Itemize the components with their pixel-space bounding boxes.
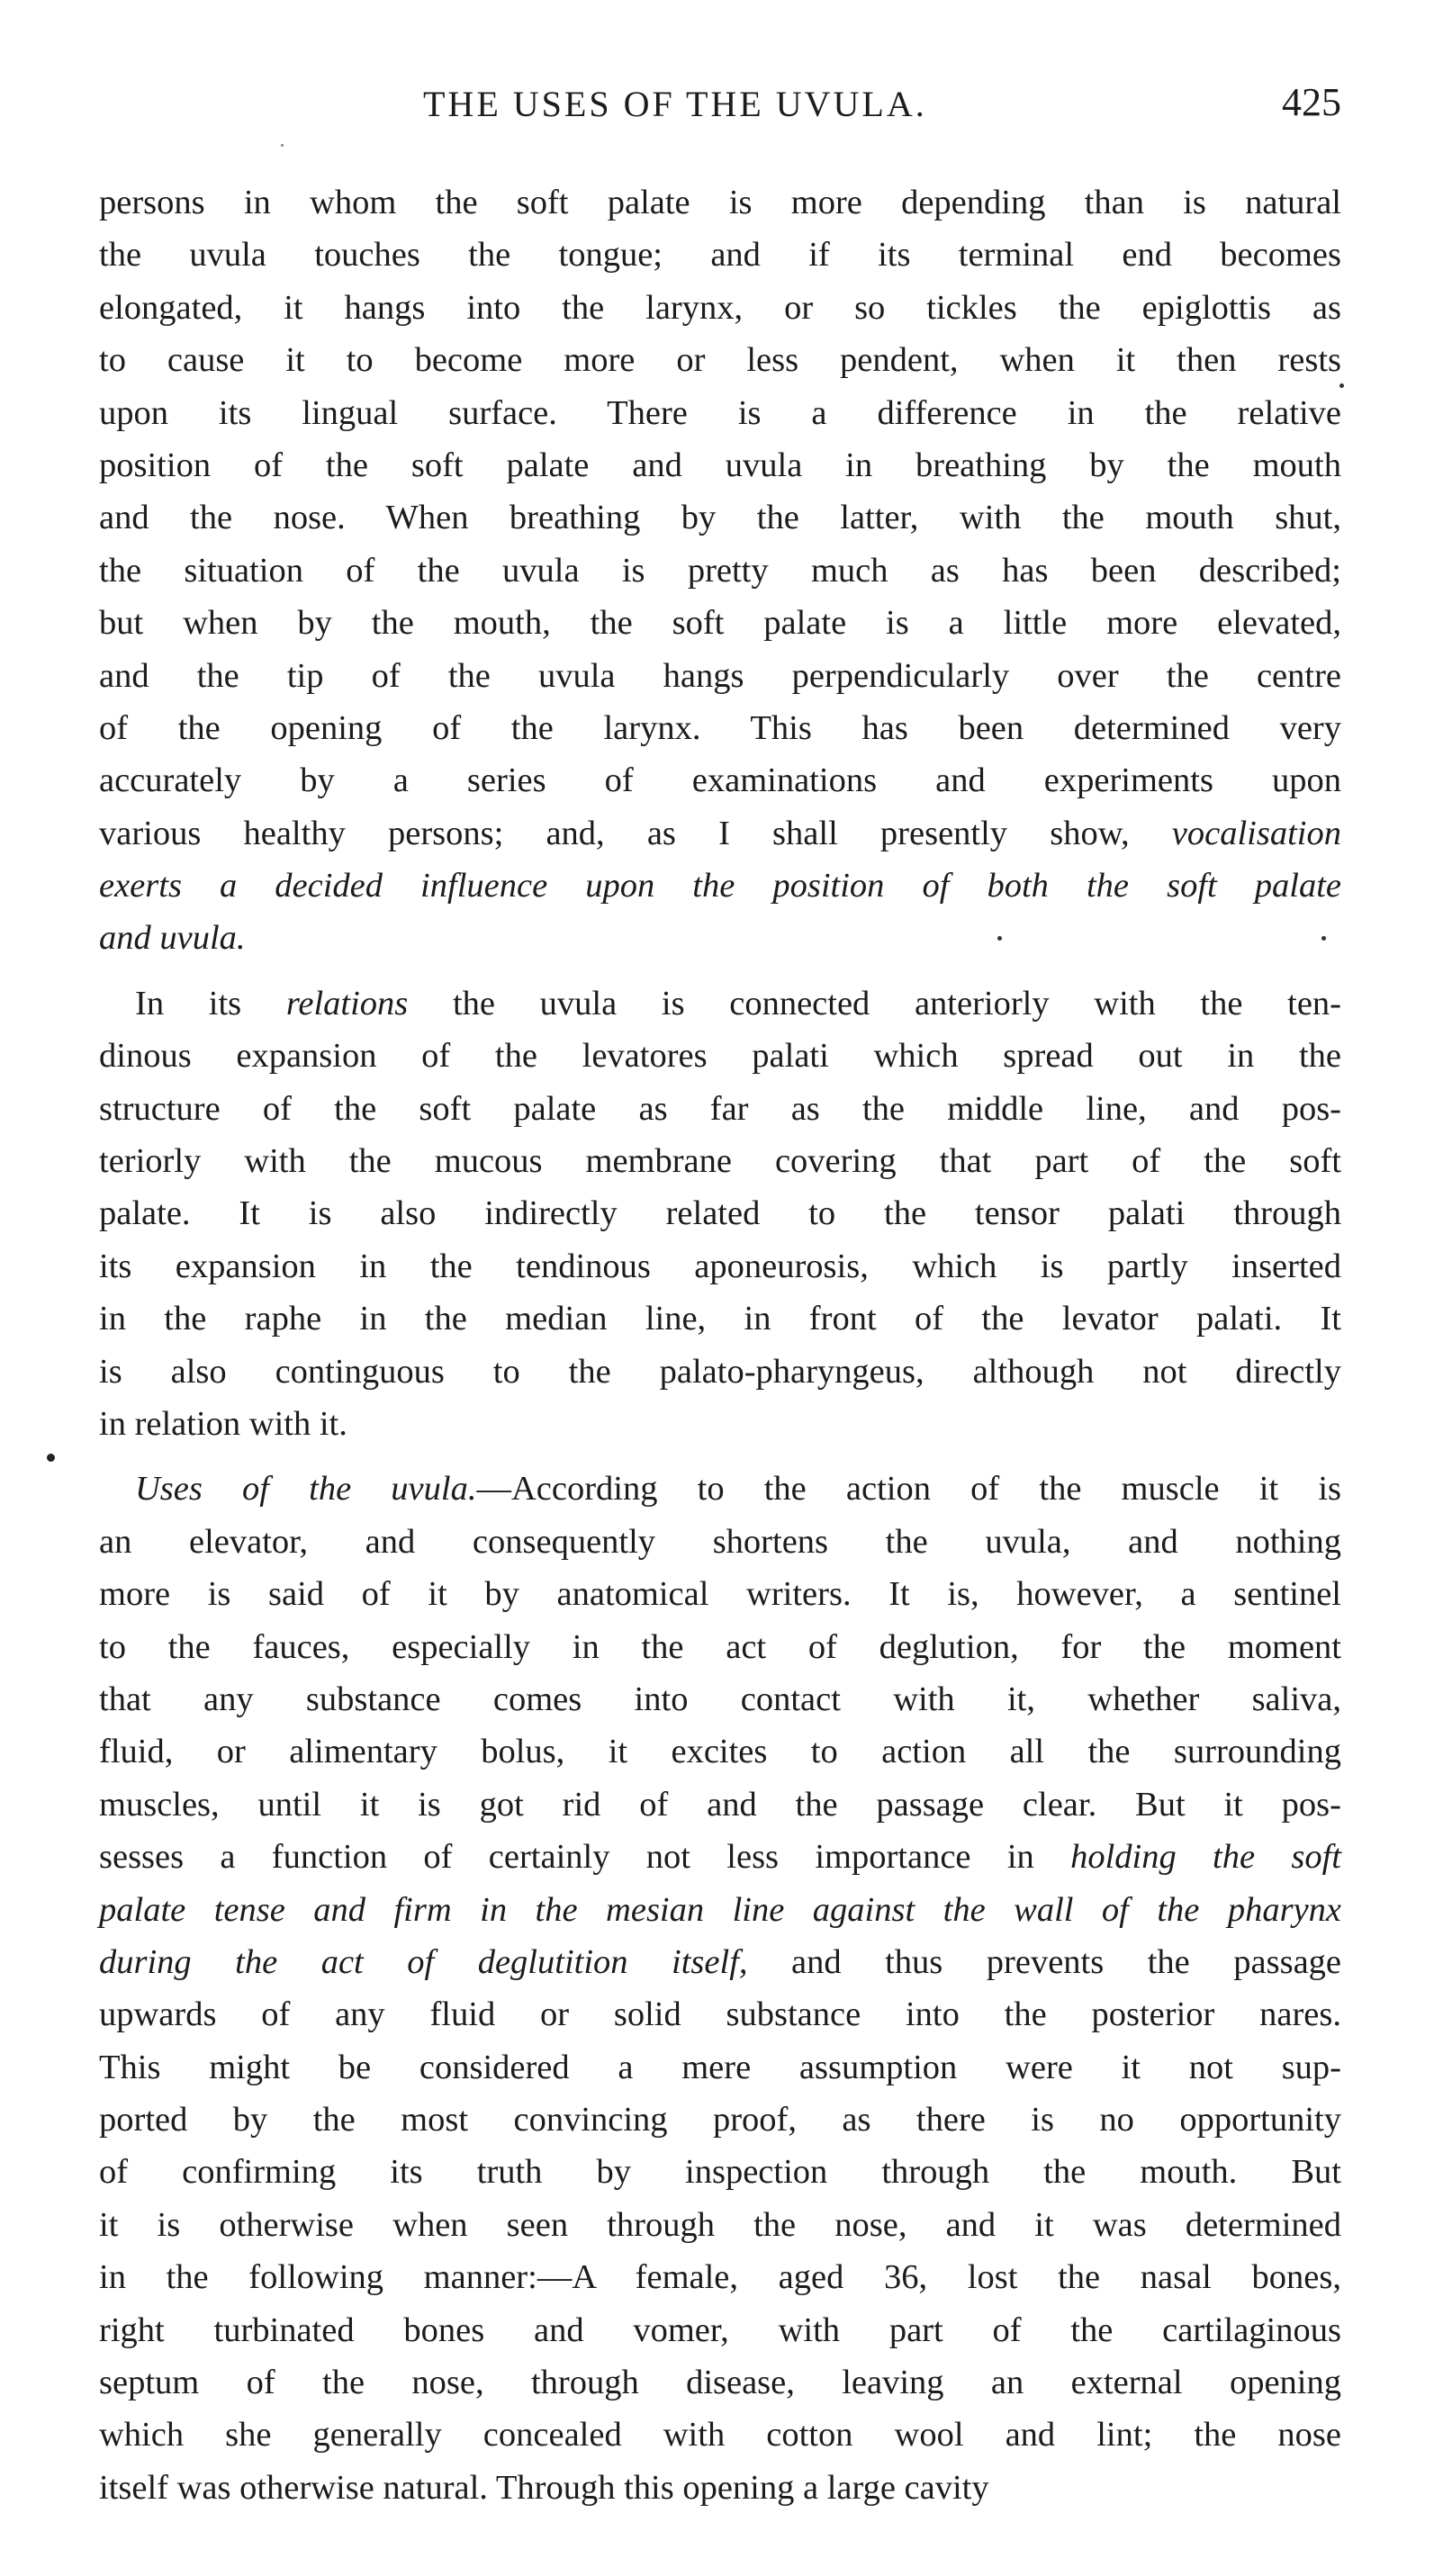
text-line xyxy=(99,977,1341,1030)
text-line xyxy=(99,2304,1341,2356)
text-line xyxy=(99,1725,1341,1778)
text-line xyxy=(99,754,1341,806)
text-run: —According to the action of the muscle it is xyxy=(476,1470,1341,1509)
margin-bullet xyxy=(47,1454,55,1462)
text-line xyxy=(99,176,1341,229)
text-line xyxy=(99,1135,1341,1187)
text-line xyxy=(99,1398,1341,1450)
text-line xyxy=(99,1083,1341,1135)
text-run: muscles, until it is got rid of and the passage clear. But it pos- xyxy=(99,1785,1341,1824)
text-run: right turbinated bones and vomer, with part of the cartilaginous xyxy=(99,2310,1341,2349)
text-run: septum of the nose, through disease, leaving an external opening xyxy=(99,2364,1341,2402)
text-line xyxy=(99,2409,1341,2461)
paragraph xyxy=(99,977,1341,1451)
text-run: but when by the mouth, the soft palate is a little more elevated, xyxy=(99,604,1341,643)
text-run: it is otherwise when seen through the nose, and it was determined xyxy=(99,2205,1341,2244)
text-run: the uvula touches the tongue; and if its terminal end becomes xyxy=(99,236,1341,275)
print-speck xyxy=(1321,936,1326,941)
italic-run: Uses of the uvula. xyxy=(135,1470,477,1509)
text-run: more is said of it by anatomical writers. It is, however, a sentinel xyxy=(99,1575,1341,1614)
text-line xyxy=(99,807,1341,860)
text-line xyxy=(99,1779,1341,1831)
italic-run: vocalisation xyxy=(1171,814,1341,852)
print-speck xyxy=(997,936,1002,941)
text-line xyxy=(99,1240,1341,1293)
text-line xyxy=(99,1673,1341,1725)
text-run: and the tip of the uvula hangs perpendicularly over the centre xyxy=(99,656,1341,695)
page-number: 425 xyxy=(1282,80,1341,124)
text-line xyxy=(99,1988,1341,2040)
text-run: palate. It is also indirectly related to the tensor palati through xyxy=(99,1194,1341,1233)
text-line xyxy=(99,491,1341,544)
text-run: ported by the most convincing proof, as there is no opportunity xyxy=(99,2101,1341,2139)
text-line xyxy=(99,2356,1341,2409)
text-run: In its xyxy=(135,984,286,1022)
text-line xyxy=(99,1346,1341,1398)
text-run: which she generally concealed with cotton wool and lint; the nose xyxy=(99,2416,1341,2454)
text-run: and thus prevents the passage xyxy=(747,1942,1341,1981)
text-run: an elevator, and consequently shortens the uvula, and nothing xyxy=(99,1522,1341,1561)
text-line xyxy=(99,545,1341,597)
text-line xyxy=(99,2094,1341,2146)
text-line xyxy=(99,1463,1341,1515)
text-line xyxy=(99,860,1341,912)
text-run: that any substance comes into contact with it, whether saliva, xyxy=(99,1680,1341,1718)
italic-run: exerts a decided influence upon the position of both the soft palate xyxy=(99,867,1341,905)
text-run: to the fauces, especially in the act of deglution, for the moment xyxy=(99,1627,1341,1666)
text-line xyxy=(99,282,1341,334)
text-line xyxy=(99,1621,1341,1673)
text-run: to cause it to become more or less pendent, when it then rests xyxy=(99,341,1341,380)
text-run: various healthy persons; and, as I shall presently show, xyxy=(99,814,1172,852)
text-run: itself was otherwise natural. Through this opening a large cavity xyxy=(99,2468,989,2507)
text-line xyxy=(99,2462,1341,2514)
text-line xyxy=(99,1831,1341,1883)
text-line xyxy=(99,1568,1341,1620)
text-run: fluid, or alimentary bolus, it excites to action all the surrounding xyxy=(99,1733,1341,1771)
paragraph xyxy=(99,176,1341,965)
italic-run: relations xyxy=(285,984,409,1022)
text-line xyxy=(99,2146,1341,2198)
print-speck xyxy=(1339,383,1344,388)
text-line xyxy=(99,912,1341,964)
italic-run: during the act of deglutition itself, xyxy=(99,1942,748,1981)
text-line xyxy=(99,2251,1341,2303)
text-run: is also continguous to the palato-pharyngeus, although not directly xyxy=(99,1352,1341,1391)
running-head xyxy=(99,80,1341,137)
text-run: dinous expansion of the levatores palati which spread out in the xyxy=(99,1037,1341,1076)
text-line xyxy=(99,1187,1341,1239)
text-run: accurately by a series of examinations and experiments upon xyxy=(99,761,1341,800)
text-line xyxy=(99,2199,1341,2251)
text-run: in the following manner:—A female, aged 36, lost the nasal bones, xyxy=(99,2258,1341,2297)
text-run: teriorly with the mucous membrane covering that part of the soft xyxy=(99,1142,1341,1181)
text-line xyxy=(99,1030,1341,1082)
text-line xyxy=(99,334,1341,386)
text-run: sesses a function of certainly not less importance in xyxy=(99,1838,1071,1877)
text-line xyxy=(99,2041,1341,2094)
text-run: the uvula is connected anteriorly with the ten- xyxy=(408,984,1341,1022)
text-run: of the opening of the larynx. This has been determined very xyxy=(99,708,1341,747)
text-run: structure of the soft palate as far as the middle line, and pos- xyxy=(99,1089,1341,1128)
italic-run: holding the soft xyxy=(1070,1838,1341,1877)
text-run: This might be considered a mere assumption were it not sup- xyxy=(99,2048,1341,2086)
italic-run: palate tense and firm in the mesian line against the wall of the pharynx xyxy=(99,1890,1341,1929)
text-run: upon its lingual surface. There is a difference in the relative xyxy=(99,393,1341,432)
text-run: position of the soft palate and uvula in breathing by the mouth xyxy=(99,446,1341,484)
text-run: upwards of any fluid or solid substance into the posterior nares. xyxy=(99,1995,1341,2034)
text-run: in relation with it. xyxy=(99,1404,347,1443)
italic-run: and uvula. xyxy=(99,919,246,958)
text-line xyxy=(99,1516,1341,1568)
text-run: persons in whom the soft palate is more depending than is natural xyxy=(99,184,1341,221)
text-line xyxy=(99,229,1341,281)
text-line xyxy=(99,597,1341,649)
text-run: of confirming its truth by inspection through the mouth. But xyxy=(99,2153,1341,2192)
text-line xyxy=(99,1936,1341,1988)
text-line xyxy=(99,439,1341,491)
paragraph xyxy=(99,1463,1341,2514)
text-run: the situation of the uvula is pretty much as has been described; xyxy=(99,551,1341,590)
body-text xyxy=(99,176,1341,2514)
text-line xyxy=(99,1884,1341,1936)
print-speck xyxy=(281,144,284,147)
text-run: its expansion in the tendinous aponeurosis, which is partly inserted xyxy=(99,1247,1341,1285)
text-line xyxy=(99,702,1341,754)
text-line xyxy=(99,650,1341,702)
text-line xyxy=(99,387,1341,439)
text-run: and the nose. When breathing by the latter, with the mouth shut, xyxy=(99,499,1341,537)
text-line xyxy=(99,1293,1341,1345)
running-title: THE USES OF THE UVULA. xyxy=(423,84,927,124)
text-run: in the raphe in the median line, in front of the levator palati. It xyxy=(99,1300,1341,1338)
text-run: elongated, it hangs into the larynx, or so tickles the epiglottis as xyxy=(99,288,1341,327)
